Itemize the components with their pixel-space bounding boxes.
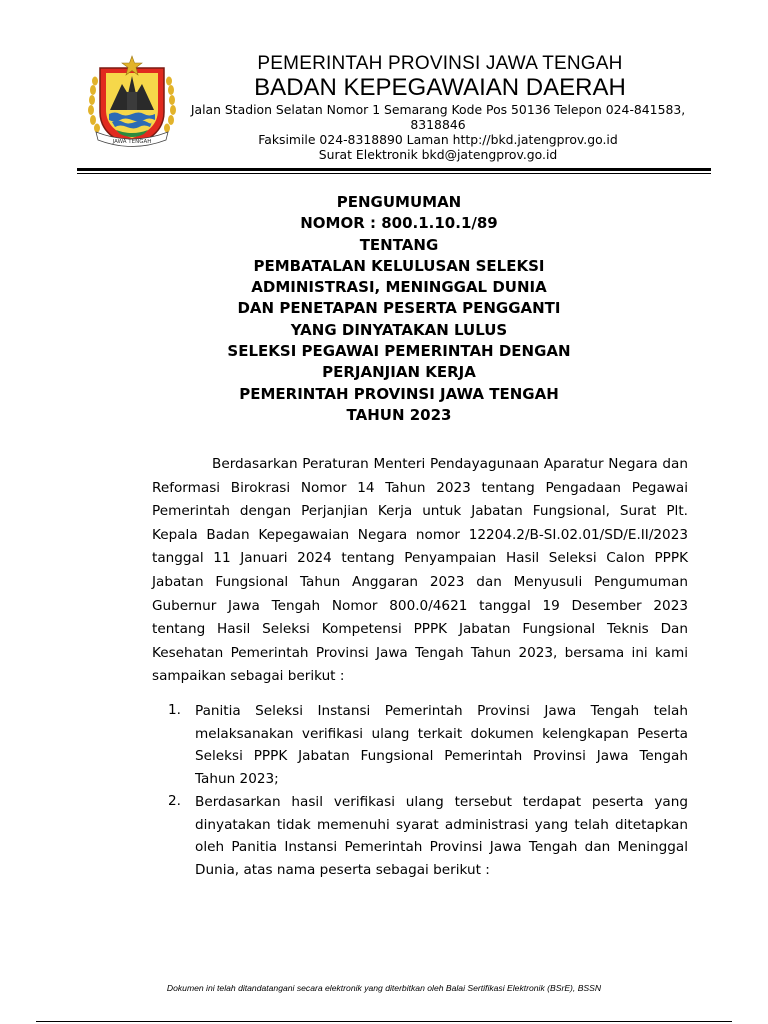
paragraph-line: Kepala Badan Kepegawaian Negara nomor 12204.2/B-SI.02.01/SD/E.II/2023 (152, 526, 688, 543)
letterhead-government-name: PEMERINTAH PROVINSI JAWA TENGAH (257, 53, 623, 74)
paragraph-line: Kesehatan Pemerintah Provinsi Jawa Tengah Tahun 2023, bersama ini kami (152, 644, 688, 661)
seal-text: JAWA TENGAH (112, 139, 152, 145)
rice-stalk-left (88, 77, 100, 133)
letterhead-fax-website: Faksimile 024-8318890 Laman http://bkd.jatengprov.go.id (258, 132, 618, 147)
letterhead-address-line-1: Jalan Stadion Selatan Nomor 1 Semarang Kode Pos 50136 Telepon 024-841583, (190, 102, 686, 117)
paragraph-line: Berdasarkan Peraturan Menteri Pendayagunaan Aparatur Negara dan (212, 456, 688, 472)
announcement-title (150, 192, 648, 426)
list-item-line: Berdasarkan hasil verifikasi ulang tersebut terdapat peserta yang (195, 794, 688, 810)
letterhead-address-line-2: 8318846 (410, 117, 466, 132)
list-item (195, 700, 688, 790)
title-line: PENGUMUMAN (336, 193, 462, 211)
list-item-line: oleh Panitia Instansi Pemerintah Provinsi Jawa Tengah dan Meninggal (195, 839, 688, 856)
list-item-line: Tahun 2023; (195, 770, 279, 787)
paragraph-line: Gubernur Jawa Tengah Nomor 800.0/4621 tanggal 19 Desember 2023 (152, 597, 688, 614)
paragraph-line: tanggal 11 Januari 2024 tentang Penyampaian Hasil Seleksi Calon PPPK (152, 550, 688, 567)
letterhead-email: Surat Elektronik bkd@jatengprov.go.id (318, 147, 558, 162)
paragraph-line: sampaikan sebagai berikut : (152, 668, 345, 685)
page-bottom-rule (36, 1021, 732, 1022)
title-line: YANG DINYATAKAN LULUS (290, 320, 508, 339)
title-line: PERJANJIAN KERJA (322, 363, 476, 382)
title-line: NOMOR : 800.1.10.1/89 (300, 214, 498, 233)
letterhead-divider-thin (77, 173, 711, 174)
rice-stalk-right (164, 77, 176, 133)
title-line: ADMINISTRASI, MENINGGAL DUNIA (251, 278, 547, 297)
letterhead-agency-name: BADAN KEPEGAWAIAN DAERAH (254, 74, 626, 101)
electronic-signature-footer: Dokumen ini telah ditandatangani secara elektronik yang diterbitkan oleh Balai Sertifikasi Elektronik (BSrE), BSSN (166, 983, 602, 993)
list-number: 2. (168, 793, 181, 809)
title-line: TAHUN 2023 (346, 405, 452, 424)
list-item-line: Dunia, atas nama peserta sebagai berikut : (195, 861, 490, 878)
title-line: SELEKSI PEGAWAI PEMERINTAH DENGAN (227, 342, 571, 361)
list-item-line: dinyatakan tidak memenuhi syarat administrasi yang telah ditetapkan (195, 816, 688, 833)
jawa-tengah-seal-logo (82, 50, 182, 150)
list-number: 1. (168, 702, 181, 718)
title-line: PEMERINTAH PROVINSI JAWA TENGAH (239, 384, 559, 403)
paragraph-line: tentang Hasil Seleksi Kompetensi PPPK Jabatan Fungsional Teknis Dan (152, 621, 688, 638)
title-line: DAN PENETAPAN PESERTA PENGGANTI (237, 299, 561, 318)
title-line: TENTANG (359, 235, 439, 254)
list-item (195, 791, 688, 881)
title-line: PEMBATALAN KELULUSAN SELEKSI (253, 256, 545, 275)
list-item-line: Panitia Seleksi Instansi Pemerintah Provinsi Jawa Tengah telah (195, 703, 688, 719)
list-item-line: melaksanakan verifikasi ulang terkait dokumen kelengkapan Peserta (195, 725, 688, 742)
paragraph-line: Jabatan Fungsional Tahun Anggaran 2023 dan Menyusuli Pengumuman (152, 573, 688, 590)
paragraph-line: Reformasi Birokrasi Nomor 14 Tahun 2023 tentang Pengadaan Pegawai (152, 479, 688, 496)
opening-paragraph (152, 453, 688, 689)
letterhead-divider-thick (77, 168, 711, 171)
list-item-line: Seleksi PPPK Jabatan Fungsional Pemerintah Provinsi Jawa Tengah (195, 748, 688, 765)
paragraph-line: Pemerintah dengan Perjanjian Kerja untuk Jabatan Fungsional, Surat Plt. (152, 503, 688, 520)
